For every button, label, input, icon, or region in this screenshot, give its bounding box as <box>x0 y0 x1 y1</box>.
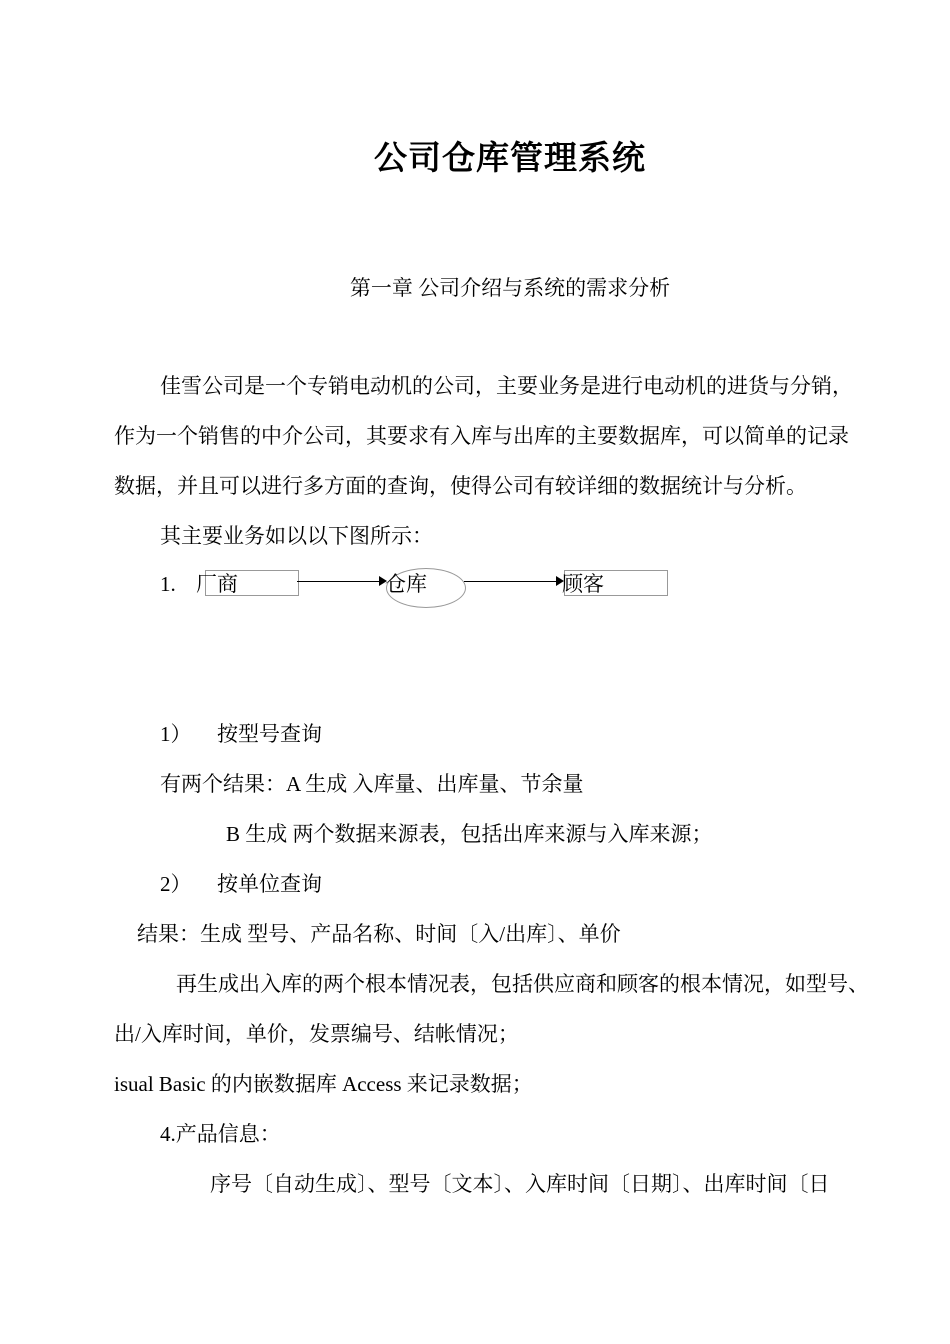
paragraph-line: B 生成 两个数据来源表，包括出库来源与入库来源； <box>226 822 713 846</box>
document-title: 公司仓库管理系统 <box>374 141 646 177</box>
list-item-label: 按型号查询 <box>217 722 322 746</box>
vendor-label: 厂商 <box>196 572 238 596</box>
paragraph-line: 结果：生成 型号、产品名称、时间〔入/出库〕、单价 <box>137 922 621 946</box>
arrow-line <box>464 581 556 582</box>
paragraph-line: 有两个结果：A 生成 入库量、出库量、节余量 <box>160 772 584 796</box>
arrow-line <box>297 581 379 582</box>
diagram-number: 1. <box>160 572 176 596</box>
list-number: 2） <box>160 872 192 896</box>
paragraph-line: 其主要业务如以以下图所示： <box>160 524 433 548</box>
paragraph-line: 数据，并且可以进行多方面的查询，使得公司有较详细的数据统计与分析。 <box>114 474 807 498</box>
customer-label: 顾客 <box>562 572 604 596</box>
paragraph-line: isual Basic 的内嵌数据库 Access 来记录数据； <box>114 1072 533 1096</box>
list-item-label: 按单位查询 <box>217 872 322 896</box>
chapter-heading: 第一章 公司介绍与系统的需求分析 <box>349 276 671 300</box>
paragraph-line: 再生成出入库的两个根本情况表，包括供应商和顾客的根本情况，如型号、 <box>176 972 869 996</box>
paragraph-line: 作为一个销售的中介公司，其要求有入库与出库的主要数据库，可以简单的记录 <box>114 424 849 448</box>
section-heading: 4.产品信息： <box>160 1122 281 1146</box>
warehouse-label: 仓库 <box>385 572 427 596</box>
paragraph-line: 序号〔自动生成〕、型号〔文本〕、入库时间〔日期〕、出库时间〔日 <box>210 1172 830 1196</box>
paragraph-line: 出/入库时间，单价，发票编号、结帐情况； <box>114 1022 519 1046</box>
list-number: 1） <box>160 722 192 746</box>
paragraph-line: 佳雪公司是一个专销电动机的公司，主要业务是进行电动机的进货与分销， <box>160 374 853 398</box>
